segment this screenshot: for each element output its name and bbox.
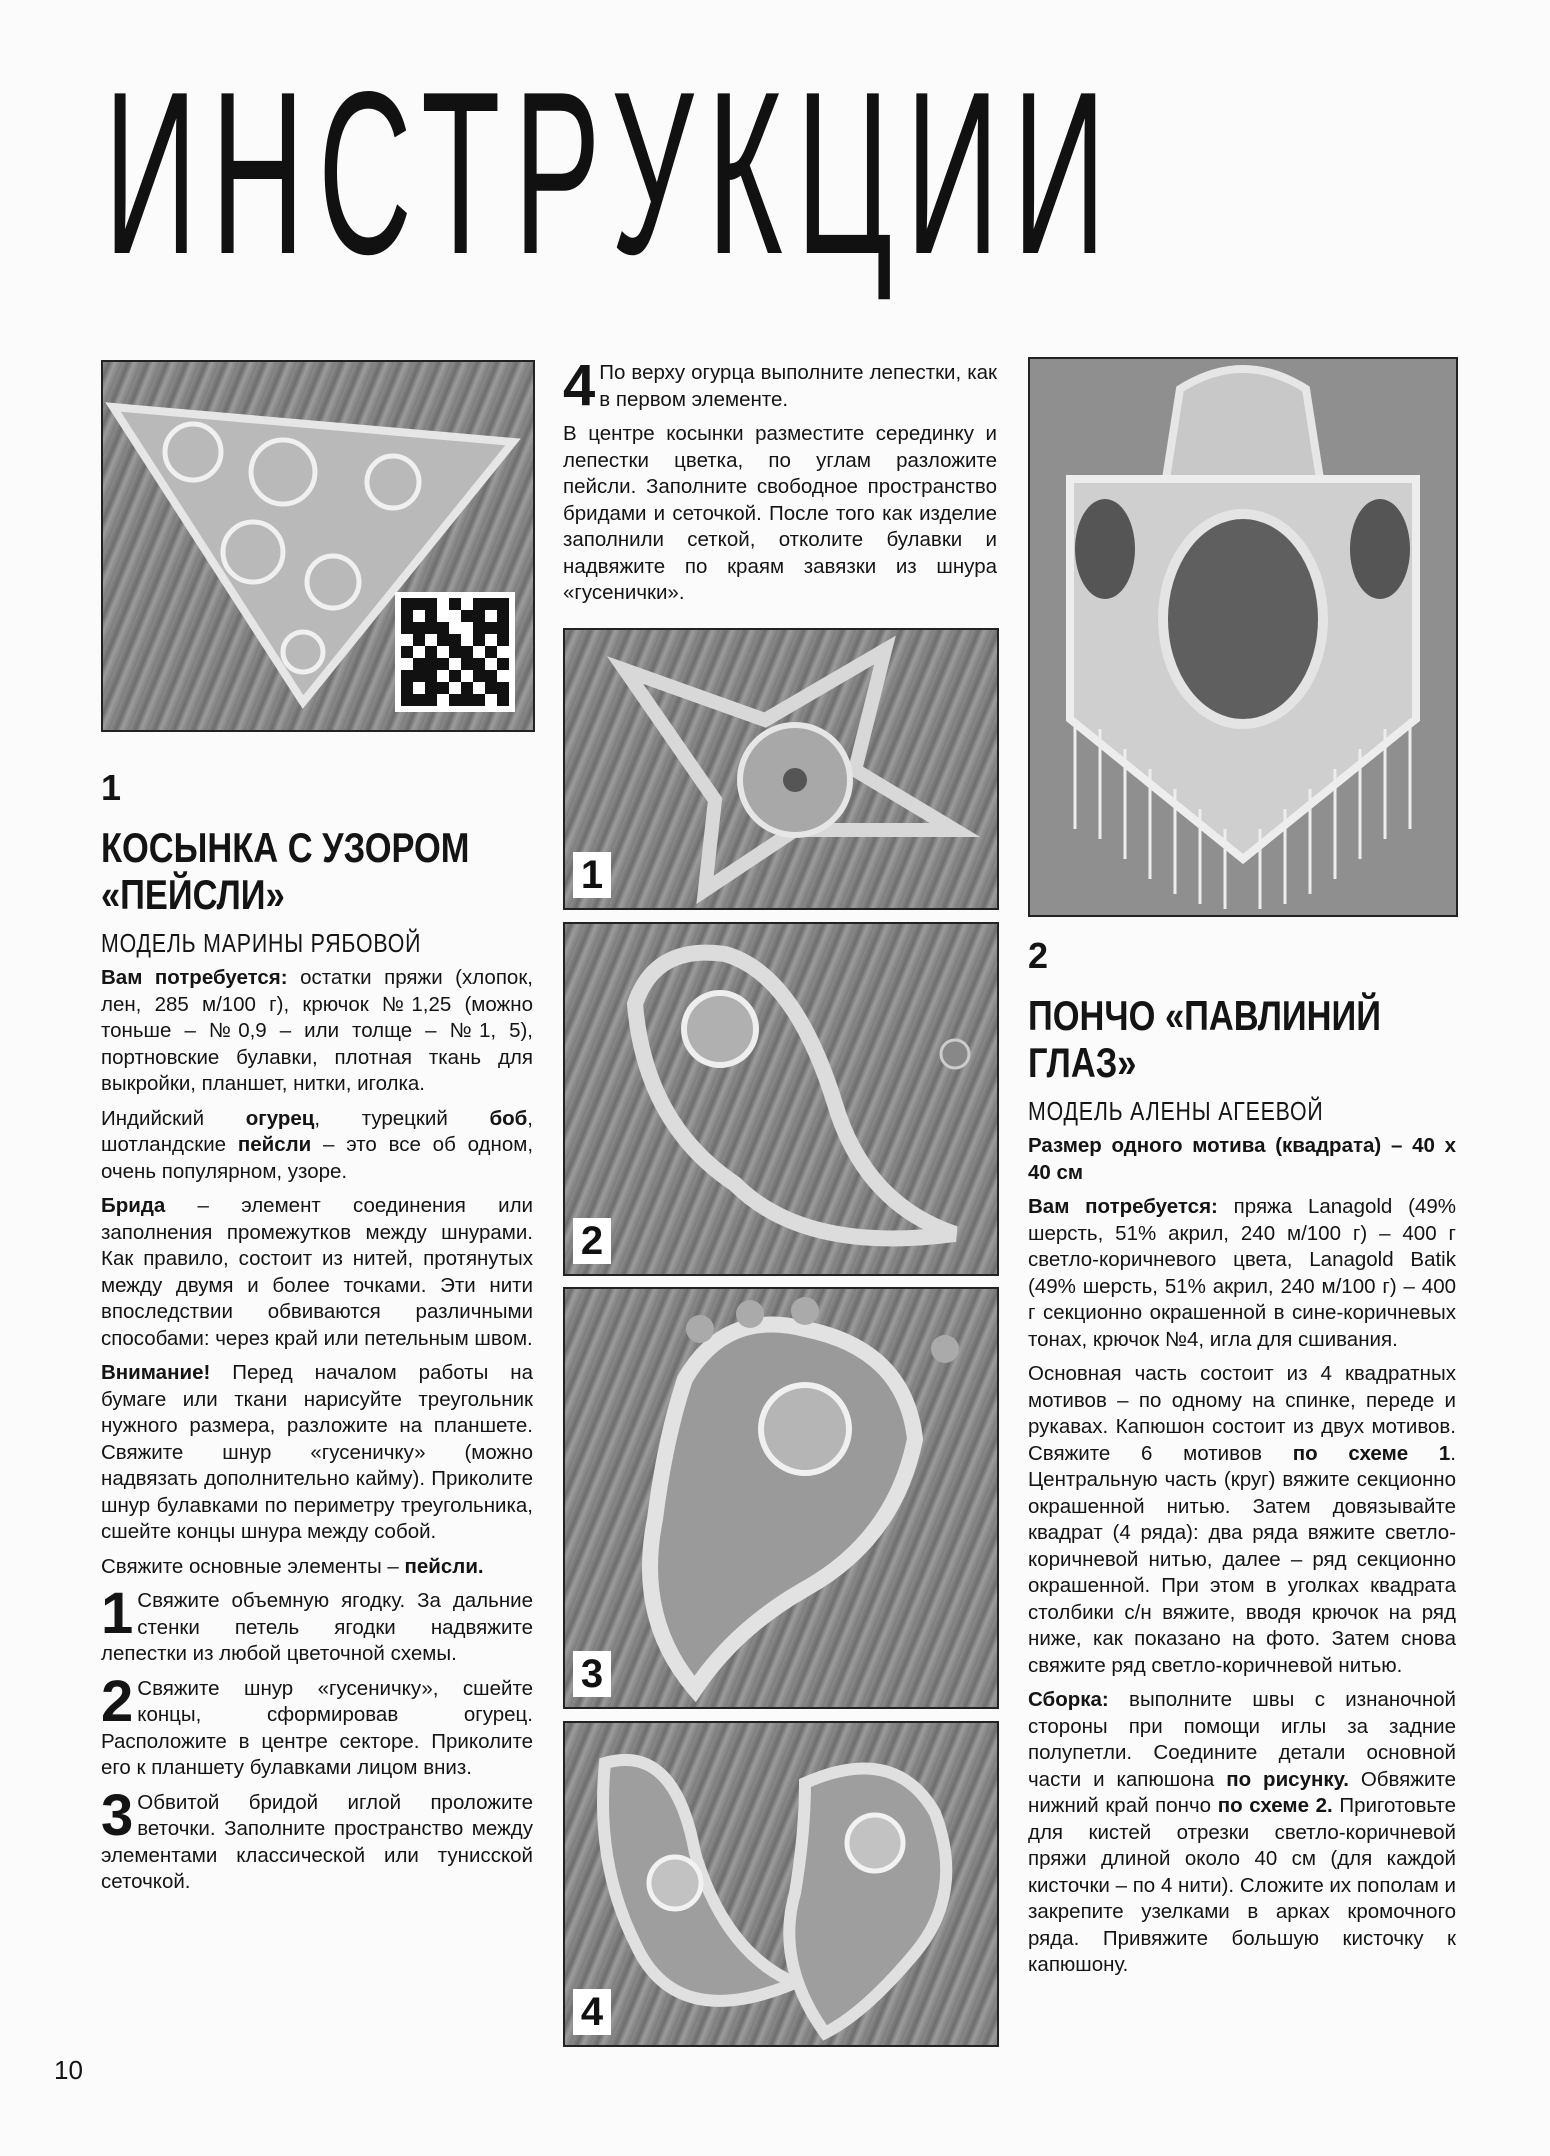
poncho-photo (1028, 357, 1458, 917)
section-author: МОДЕЛЬ МАРИНЫ РЯБОВОЙ (101, 928, 422, 959)
main-part-paragraph: Основная часть состоит из 4 квадратных мотивов – по одному на спинке, переде и рукавах. Капюшон состоит из двух мотивов. Свяжите 6 мотивов по схеме 1. Центральную часть (круг) вяжите секционно окрашенной нитью. Затем довязывайте квадрат (4 ряда): два ряда вяжите светло-коричневой нитью, далее – ряд секционно окрашенной. При этом в уголках квадрата столбики с/н вяжите, вводя крючок на ряд ниже, как показано на фото. Затем снова свяжите ряд светло-коричневой нитью. (1028, 1362, 1456, 1677)
step-2: 2 Свяжите шнур «гусеничку», сшейте концы, сформировав огурец. Расположите в центре секторе. Приколите его к планшету булавками лицом вниз. (101, 1668, 533, 1780)
poncho-illustration (1030, 359, 1456, 915)
attention-paragraph: Внимание! Перед началом работы на бумаге или ткани нарисуйте треугольник нужного размера, разложите на планшете. Свяжите шнур «гусеничку» (можно надвязать дополнительно кайму). Приколите шнур булавками по периметру треугольника, сшейте концы шнура между собой. (101, 1361, 533, 1544)
step-3: 3 Обвитой бридой иглой проложите веточки. Заполните пространство между элементами классической или тунисской сеточкой. (101, 1782, 533, 1894)
step-photo-3 (563, 1287, 999, 1709)
intro-paragraph: Индийский огурец, турецкий боб, шотландские пейсли – это все об одном, очень популярном, узоре. (101, 1106, 534, 1183)
column-3 (1028, 935, 1457, 1987)
materials-paragraph: Вам потребуется: остатки пряжи (хлопок, лен, 285 м/100 г), крючок №1,25 (можно тоньше – №0,9 – или толще – №1, 5), портновские булавки, плотная ткань для выкройки, планшет, нитки, иголка. (101, 966, 533, 1096)
step-photo-2 (563, 922, 999, 1276)
center-paragraph: В центре косынки разместите серединку и лепестки цветка, по углам разложите пейсли. Заполните свободное пространство бридами и сеточкой. После того как изделие заполнили сеткой, отколите булавки и надвяжите по краям завязки из шнура «гусенички». (563, 422, 997, 604)
assembly-paragraph: Сборка: выполните швы с изнаночной стороны при помощи иглы за задние полупетли. Соедините детали основной части и капюшона по рисунку. Обвяжите нижний край пончо по схеме 2. Приготовьте для кистей отрезки светло-коричневой пряжи длиной около 40 см (для каждой кисточки – по 4 нити). Сложите их пополам и закрепите узелками в арках кромочного ряда. Привяжите большую кисточку к капюшону. (1028, 1688, 1457, 1977)
section-author: МОДЕЛЬ АЛЕНЫ АГЕЕВОЙ (1028, 1096, 1324, 1127)
photo-label: 2 (573, 1218, 611, 1264)
motif-size: Размер одного мотива (квадрата) – 40 х 40 см (1028, 1134, 1456, 1184)
step-1: 1 Свяжите объемную ягодку. За дальние стенки петель ягодки надвяжите лепестки из любой цветочной схемы. (101, 1581, 533, 1666)
main-elements-paragraph: Свяжите основные элементы – пейсли. (101, 1554, 484, 1578)
column-1 (101, 767, 534, 1904)
section-number: 2 (1028, 935, 1049, 976)
page-number: 10 (54, 2055, 83, 2085)
step-4: 4 По верху огурца выполните лепестки, как в первом элементе. (563, 353, 997, 418)
section-title: КОСЫНКА С УЗОРОМ «ПЕЙСЛИ» (101, 824, 470, 919)
section-number: 1 (101, 767, 122, 808)
materials-paragraph: Вам потребуется: пряжа Lanagold (49% шерсть, 51% акрил, 240 м/100 г) – 400 г светло-коричневого цвета, Lanagold Batik (49% шерсть, 51% акрил, 240 м/100 г) – 400 г секционно окрашенной в сине-коричневых тонах, крючок №4, игла для сшивания. (1028, 1195, 1456, 1351)
brida-paragraph: Брида – элемент соединения или заполнения промежутков между шнурами. Как правило, состоит из нитей, протянутых между двумя и более точками. Эти нити впоследствии обвиваются различными способами: через край или петельным швом. (101, 1194, 533, 1350)
paisley-pair-illustration (565, 1723, 997, 2045)
photo-label: 1 (573, 852, 611, 898)
page-title: ИНСТРУКЦИИ (104, 44, 1120, 303)
column-2 (563, 353, 997, 615)
paisley-mesh-illustration (565, 1289, 997, 1707)
step-photo-1 (563, 628, 999, 910)
photo-label: 3 (573, 1651, 611, 1697)
step-photo-4 (563, 1721, 999, 2047)
section-title: ПОНЧО «ПАВЛИНИЙ ГЛАЗ» (1028, 992, 1382, 1087)
crochet-berry-illustration (565, 630, 997, 908)
shawl-photo (101, 360, 535, 732)
photo-label: 4 (573, 1989, 611, 2035)
paisley-cord-illustration (565, 924, 997, 1274)
qr-code[interactable] (395, 592, 515, 712)
